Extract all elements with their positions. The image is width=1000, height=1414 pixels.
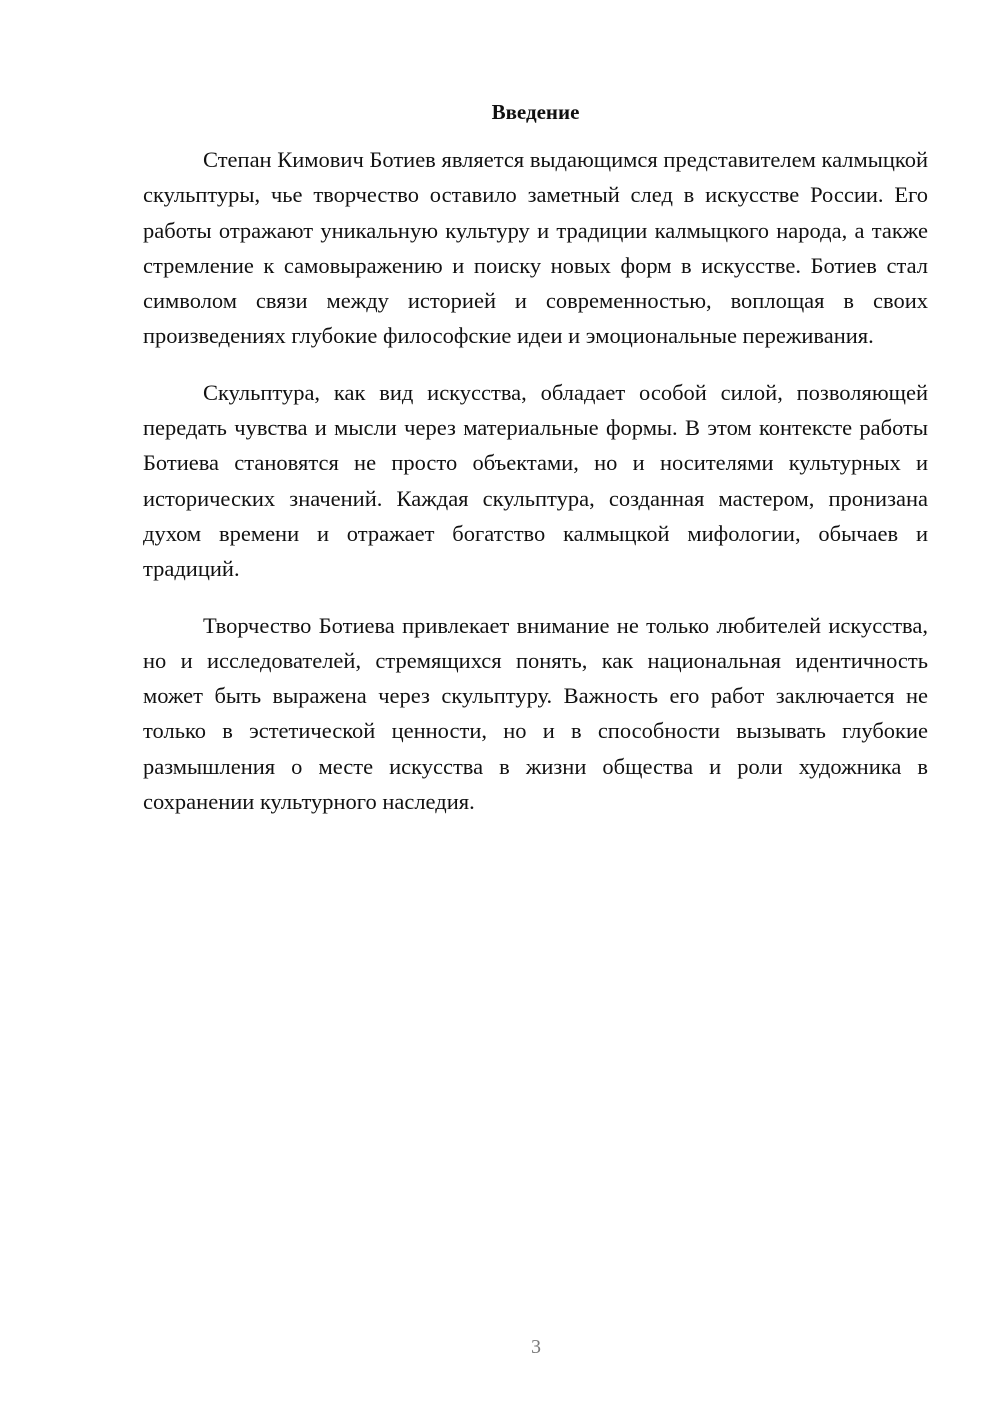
paragraph-3: Творчество Ботиева привлекает внимание не только любителей искусства, но и исследователей, стремящихся понять, как национальная идентичность может быть выражена через скульптуру. Важность его работ заключается не только в эстетической ценности, но и в способности вызывать глубокие размышления о месте искусства в жизни общества и роли художника в сохранении культурного наследия.: [143, 612, 928, 815]
body-text: [143, 142, 928, 819]
page-number: 3: [531, 1336, 541, 1358]
paragraph-2: Скульптура, как вид искусства, обладает особой силой, позволяющей передать чувства и мысли через материальные формы. В этом контексте работы Ботиева становятся не просто объектами, но и носителями культурных и исторических значений. Каждая скульптура, созданная мастером, пронизана духом времени и отражает богатство калмыцкой мифологии, обычаев и традиций.: [143, 379, 928, 582]
paragraph-1: Степан Кимович Ботиев является выдающимся представителем калмыцкой скульптуры, чье творчество оставило заметный след в искусстве России. Его работы отражают уникальную культуру и традиции калмыцкого народа, а также стремление к самовыражению и поиску новых форм в искусстве. Ботиев стал символом связи между историей и современностью, воплощая в своих произведениях глубокие философские идеи и эмоциональные переживания.: [143, 147, 928, 349]
section-heading: Введение: [491, 100, 580, 124]
